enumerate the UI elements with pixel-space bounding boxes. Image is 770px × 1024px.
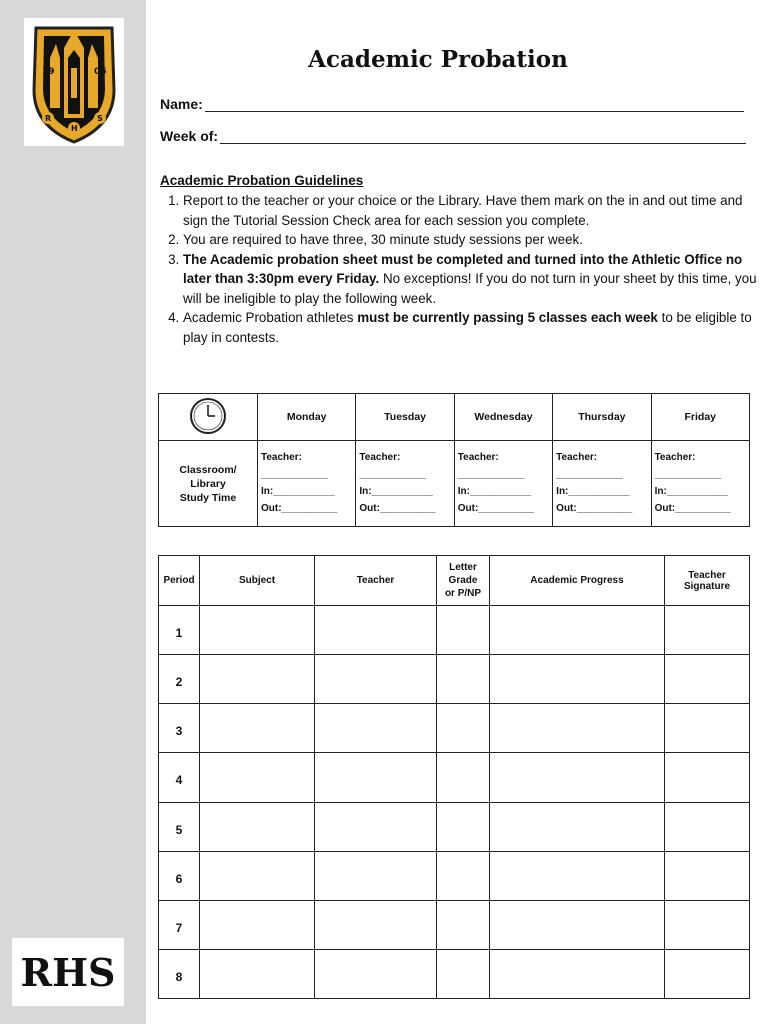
row-label-line: Classroom/ [179,463,237,476]
page-title: Academic Probation [308,46,568,73]
grade-cell[interactable] [437,851,490,900]
guideline-text: Report to the teacher or your choice or the Library. Have them mark on the in and out time and sign the Tutorial Session Check area for each session you complete. [183,193,743,228]
progress-cell[interactable] [490,704,665,753]
subject-header: Subject [200,556,315,606]
progress-cell[interactable] [490,753,665,802]
teacher-blank[interactable]: ____________ [556,469,623,480]
table-row [159,753,750,802]
progress-header: Academic Progress [490,556,665,606]
study-schedule-table [158,393,750,527]
teacher-cell[interactable] [315,606,437,655]
out-time-field[interactable]: Out:__________ [261,503,338,514]
guideline-bold-text: must be currently passing 5 classes each week [357,310,658,325]
day-header: Monday [258,394,356,441]
crest-year-left: 19 [42,67,55,77]
row-label-line: Study Time [179,491,237,504]
guideline-text: Academic Probation athletes [183,310,358,325]
table-row [159,949,750,998]
crest-icon [24,18,124,146]
out-time-field[interactable]: Out:__________ [556,503,633,514]
grade-header-line: or P/NP [444,588,482,600]
guideline-item [183,308,763,347]
guideline-text: No exceptions! If you do not turn in your sheet by this time, you will be ineligible to play the following week. [183,271,757,306]
guideline-text: to be eligible to play in contests. [183,310,752,345]
teacher-blank[interactable]: ____________ [261,469,328,480]
guideline-text: You are required to have three, 30 minute study sessions per week. [183,232,583,247]
week-label: Week of: [160,128,219,144]
teacher-cell[interactable] [315,900,437,949]
teacher-cell[interactable] [315,851,437,900]
clock-icon [189,397,227,435]
study-time-row-label [159,441,258,527]
table-row [159,655,750,704]
week-line[interactable] [220,129,746,144]
guidelines-heading: Academic Probation Guidelines [160,173,364,188]
grade-cell[interactable] [437,606,490,655]
guideline-item [183,250,763,309]
teacher-label: Teacher: [654,452,696,463]
day-header: Tuesday [356,394,454,441]
in-time-field[interactable]: In:___________ [359,486,433,497]
sidebar-band [0,0,146,1024]
row-label-line: Library [190,477,226,490]
signature-cell[interactable] [665,851,750,900]
table-row [159,606,750,655]
table-row [159,704,750,753]
in-time-field[interactable]: In:___________ [261,486,335,497]
progress-cell[interactable] [490,606,665,655]
grade-header-line: Letter [449,562,477,574]
teacher-cell[interactable] [315,753,437,802]
grade-header-line: Grade [448,575,478,587]
name-line[interactable] [205,97,744,112]
guideline-item [183,230,763,250]
signature-cell[interactable] [665,949,750,998]
guideline-bold-text: The Academic probation sheet must be completed and turned into the Athletic Office no later than 3:30pm every Friday. [183,251,743,286]
school-crest-logo [24,18,124,146]
out-time-field[interactable]: Out:__________ [457,503,534,514]
friday-session-cell[interactable] [651,441,749,527]
in-time-field[interactable]: In:___________ [556,486,630,497]
teacher-blank[interactable]: ____________ [654,469,722,480]
subject-cell[interactable] [200,655,315,704]
teacher-label: Teacher: [457,452,499,463]
subject-cell[interactable] [200,900,315,949]
subject-cell[interactable] [200,802,315,851]
wednesday-session-cell[interactable] [454,441,552,527]
name-field[interactable] [160,96,744,112]
signature-cell[interactable] [665,753,750,802]
day-header: Wednesday [454,394,552,441]
teacher-blank[interactable]: ____________ [457,469,525,480]
day-header: Thursday [553,394,651,441]
table-row [159,900,750,949]
period-cell: 7 [159,900,200,949]
period-cell: 4 [159,753,200,802]
rhs-logo-text: RHS [20,949,116,995]
grade-cell[interactable] [437,802,490,851]
monday-session-cell[interactable] [258,441,356,527]
teacher-header: Teacher [315,556,437,606]
grade-cell[interactable] [437,704,490,753]
period-cell: 5 [159,802,200,851]
subject-cell[interactable] [200,851,315,900]
in-time-field[interactable]: In:___________ [654,486,728,497]
subject-cell[interactable] [200,949,315,998]
period-cell: 6 [159,851,200,900]
out-time-field[interactable]: Out:__________ [359,503,436,514]
crest-initial-s: S [97,114,103,123]
crest-year-right: 06 [94,67,107,77]
week-field[interactable] [160,128,746,144]
progress-cell[interactable] [490,900,665,949]
rhs-footer-logo [12,938,124,1006]
grade-cell[interactable] [437,753,490,802]
guidelines-list [160,191,763,347]
teacher-blank[interactable]: ____________ [359,469,427,480]
teacher-cell[interactable] [315,949,437,998]
subject-cell[interactable] [200,606,315,655]
subject-cell[interactable] [200,753,315,802]
progress-cell[interactable] [490,802,665,851]
period-cell: 3 [159,704,200,753]
period-cell: 8 [159,949,200,998]
signature-header: Teacher Signature [665,556,750,606]
signature-cell[interactable] [665,606,750,655]
teacher-label: Teacher: [556,452,598,463]
day-header: Friday [651,394,749,441]
class-progress-table [158,555,750,999]
teacher-cell[interactable] [315,704,437,753]
grade-header [437,556,490,606]
name-label: Name: [160,96,203,112]
teacher-label: Teacher: [261,452,302,463]
period-cell: 2 [159,655,200,704]
progress-cell[interactable] [490,949,665,998]
signature-cell[interactable] [665,802,750,851]
grade-cell[interactable] [437,900,490,949]
tuesday-session-cell[interactable] [356,441,454,527]
out-time-field[interactable]: Out:__________ [654,503,731,514]
teacher-label: Teacher: [359,452,401,463]
period-cell: 1 [159,606,200,655]
grade-cell[interactable] [437,655,490,704]
signature-cell[interactable] [665,900,750,949]
signature-cell[interactable] [665,655,750,704]
table-row [159,851,750,900]
thursday-session-cell[interactable] [553,441,651,527]
signature-cell[interactable] [665,704,750,753]
grade-cell[interactable] [437,949,490,998]
period-header: Period [159,556,200,606]
table-row [159,802,750,851]
in-time-field[interactable]: In:___________ [457,486,532,497]
crest-initial-h: H [71,124,78,133]
clock-header-cell [159,394,258,441]
progress-cell[interactable] [490,851,665,900]
teacher-cell[interactable] [315,655,437,704]
progress-cell[interactable] [490,655,665,704]
subject-cell[interactable] [200,704,315,753]
teacher-cell[interactable] [315,802,437,851]
crest-initial-r: R [45,114,52,123]
guideline-item [183,191,763,230]
